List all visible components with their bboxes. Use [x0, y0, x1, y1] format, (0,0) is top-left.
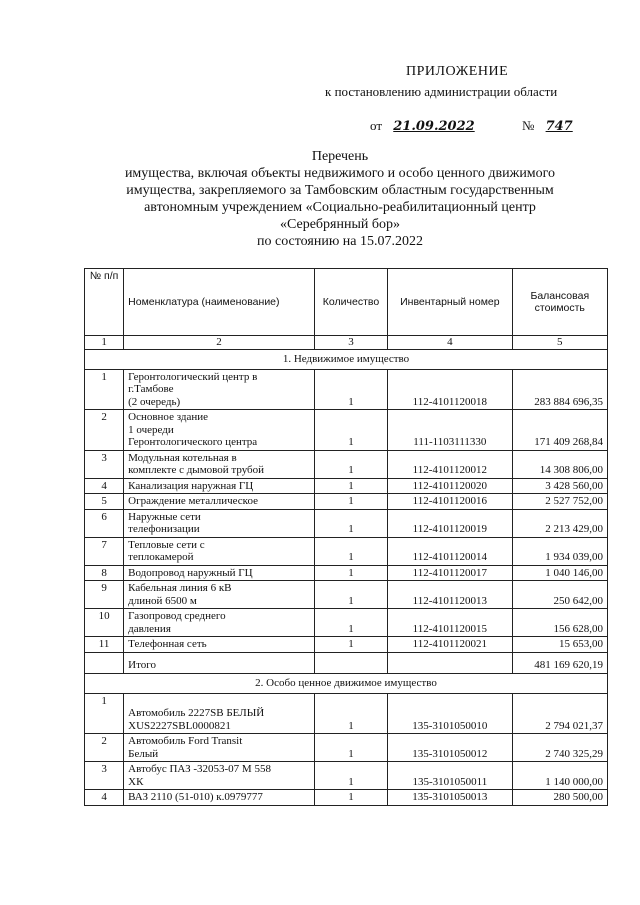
column-number: 1 [85, 336, 124, 350]
order-date: 21.09.2022 [393, 119, 475, 134]
row-name-line: Наружные сети [128, 510, 201, 523]
col-header-cost: Балансовая стоимость [512, 269, 607, 336]
row-balance-cost: 2 213 429,00 [512, 509, 607, 537]
title-line: по состоянию на 15.07.2022 [256, 234, 424, 249]
row-number: 3 [85, 450, 124, 478]
section-row [85, 349, 608, 369]
title-line: имущества, закрепляемого за Тамбовским областным государственным [126, 183, 554, 198]
table-row [85, 410, 608, 451]
table-row [85, 537, 608, 565]
row-name [124, 565, 315, 581]
table-row [85, 762, 608, 790]
property-table [84, 268, 608, 806]
column-number: 5 [512, 336, 607, 350]
row-balance-cost: 1 140 000,00 [512, 762, 607, 790]
row-name-line: Геронтологический центр в [128, 370, 258, 383]
row-quantity: 1 [314, 693, 387, 734]
col-header-number: № п/п [85, 269, 124, 336]
row-name-line: теплокамерой [128, 551, 194, 563]
table-row [85, 693, 608, 734]
row-number: 2 [85, 734, 124, 762]
row-name-line: Телефонная сеть [128, 638, 207, 650]
section-title: 1. Недвижимое имущество [85, 349, 608, 369]
row-name [124, 637, 315, 653]
table-row [85, 581, 608, 609]
title-line: автономным учреждением «Социально-реабилитационный центр [144, 200, 536, 215]
row-number: 6 [85, 509, 124, 537]
table-row [85, 494, 608, 510]
row-name [124, 478, 315, 494]
row-number: 11 [85, 637, 124, 653]
row-name [124, 509, 315, 537]
row-number: 4 [85, 478, 124, 494]
row-inventory-number: 112-4101120020 [388, 478, 512, 494]
row-name-line: комплекте с дымовой трубой [128, 464, 265, 476]
row-quantity: 1 [314, 410, 387, 451]
row-quantity: 1 [314, 637, 387, 653]
row-balance-cost: 283 884 696,35 [512, 369, 607, 410]
row-number: 8 [85, 565, 124, 581]
row-inventory-number: 112-4101120017 [388, 565, 512, 581]
row-inventory-number: 112-4101120016 [388, 494, 512, 510]
row-name-line: Тепловые сети с [128, 538, 205, 551]
table-row [85, 478, 608, 494]
row-name-line: длиной 6500 м [128, 594, 197, 607]
row-balance-cost: 2 527 752,00 [512, 494, 607, 510]
row-quantity: 1 [314, 494, 387, 510]
appendix-subtitle: к постановлению администрации области [325, 84, 558, 99]
column-number-row [85, 336, 608, 350]
row-balance-cost: 15 653,00 [512, 637, 607, 653]
row-name [124, 410, 315, 451]
title-line: «Серебрянный бор» [279, 217, 400, 232]
row-name-line: XUS2227SBL0000821 [128, 719, 231, 732]
row-quantity: 1 [314, 734, 387, 762]
row-name-line: Кабельная линия 6 кВ [128, 582, 232, 594]
row-name-line: 1 очереди [128, 423, 174, 436]
row-balance-cost: 171 409 268,84 [512, 410, 607, 451]
row-inventory-number: 112-4101120021 [388, 637, 512, 653]
row-name-line: Автобус ПАЗ -32053-07 М 558 [128, 763, 271, 775]
row-name-line: Газопровод среднего [128, 610, 226, 622]
table-row [85, 450, 608, 478]
row-quantity: 1 [314, 478, 387, 494]
row-number: 9 [85, 581, 124, 609]
col-header-inventory: Инвентарный номер [388, 269, 512, 336]
row-inventory-number: 135-3101050013 [388, 790, 512, 806]
row-name [124, 734, 315, 762]
row-name-line: Автомобиль 2227SB БЕЛЫЙ [128, 707, 265, 719]
appendix-title: ПРИЛОЖЕНИЕ [406, 64, 509, 79]
number-label: № [521, 118, 535, 133]
row-balance-cost: 1 934 039,00 [512, 537, 607, 565]
row-inventory-number: 135-3101050010 [388, 693, 512, 734]
row-number: 10 [85, 609, 124, 637]
row-number: 3 [85, 762, 124, 790]
row-name-line: Основное здание [128, 411, 208, 423]
row-name-line: телефонизации [128, 523, 200, 535]
from-label: от [370, 118, 383, 133]
row-quantity: 1 [314, 790, 387, 806]
title-line: Перечень [311, 149, 369, 164]
row-balance-cost: 2 794 021,37 [512, 693, 607, 734]
row-inventory-number: 112-4101120012 [388, 450, 512, 478]
table-row [85, 565, 608, 581]
row-name [124, 790, 315, 806]
row-inventory-number: 112-4101120019 [388, 509, 512, 537]
total-value: 481 169 620,19 [512, 652, 607, 673]
row-inventory-number: 112-4101120014 [388, 537, 512, 565]
table-row [85, 637, 608, 653]
row-inventory-number: 111-1103111330 [388, 410, 512, 451]
row-quantity: 1 [314, 369, 387, 410]
table-row [85, 734, 608, 762]
table-row [85, 790, 608, 806]
row-inventory-number: 112-4101120018 [388, 369, 512, 410]
row-number: 4 [85, 790, 124, 806]
row-balance-cost: 2 740 325,29 [512, 734, 607, 762]
total-blank [314, 652, 387, 673]
column-number: 2 [124, 336, 315, 350]
row-quantity: 1 [314, 609, 387, 637]
row-balance-cost: 280 500,00 [512, 790, 607, 806]
title-line: имущества, включая объекты недвижимого и особо ценного движимого [124, 166, 556, 181]
row-inventory-number: 112-4101120015 [388, 609, 512, 637]
row-name [124, 450, 315, 478]
row-inventory-number: 135-3101050011 [388, 762, 512, 790]
row-balance-cost: 1 040 146,00 [512, 565, 607, 581]
row-inventory-number: 135-3101050012 [388, 734, 512, 762]
row-quantity: 1 [314, 450, 387, 478]
row-name-line [128, 695, 310, 708]
section-title: 2. Особо ценное движимое имущество [85, 673, 608, 693]
table-row [85, 609, 608, 637]
row-balance-cost: 14 308 806,00 [512, 450, 607, 478]
row-name-line: ВАЗ 2110 (51-010) к.0979777 [128, 791, 263, 803]
row-name-line: Геронтологического центра [128, 436, 258, 448]
row-name-line: Автомобиль Ford Transit [128, 735, 243, 747]
table-body [85, 336, 608, 806]
row-name-line: Ограждение металлическое [128, 495, 258, 507]
row-name-line: Модульная котельная в [128, 451, 237, 464]
column-number: 4 [388, 336, 512, 350]
row-name-line: (2 очередь) [128, 395, 181, 408]
table-header-row [85, 269, 608, 336]
row-number: 2 [85, 410, 124, 451]
order-line [370, 118, 573, 134]
row-number: 1 [85, 369, 124, 410]
total-blank [388, 652, 512, 673]
column-number: 3 [314, 336, 387, 350]
document-title [80, 148, 600, 250]
row-quantity: 1 [314, 762, 387, 790]
row-name [124, 494, 315, 510]
row-name-line: ХК [128, 775, 144, 788]
row-name-line: г.Тамбове [128, 383, 174, 395]
row-inventory-number: 112-4101120013 [388, 581, 512, 609]
row-name-line: Водопровод наружный ГЦ [128, 566, 253, 579]
row-name [124, 537, 315, 565]
row-name-line: Канализация наружная ГЦ [128, 479, 254, 492]
total-blank [85, 652, 124, 673]
row-name [124, 609, 315, 637]
row-name-line: давления [128, 622, 171, 635]
row-quantity: 1 [314, 581, 387, 609]
row-number: 1 [85, 693, 124, 734]
section-row [85, 673, 608, 693]
row-name [124, 581, 315, 609]
row-number: 5 [85, 494, 124, 510]
table-row [85, 369, 608, 410]
row-name [124, 369, 315, 410]
table-row [85, 509, 608, 537]
row-quantity: 1 [314, 565, 387, 581]
row-balance-cost: 250 642,00 [512, 581, 607, 609]
total-label: Итого [124, 652, 315, 673]
total-row [85, 652, 608, 673]
row-name-line: Белый [128, 747, 159, 760]
row-quantity: 1 [314, 537, 387, 565]
row-name [124, 693, 315, 734]
order-number: 747 [545, 119, 573, 134]
row-number: 7 [85, 537, 124, 565]
col-header-name: Номенклатура (наименование) [124, 269, 315, 336]
col-header-qty: Количество [314, 269, 387, 336]
row-quantity: 1 [314, 509, 387, 537]
row-balance-cost: 3 428 560,00 [512, 478, 607, 494]
row-balance-cost: 156 628,00 [512, 609, 607, 637]
row-name [124, 762, 315, 790]
